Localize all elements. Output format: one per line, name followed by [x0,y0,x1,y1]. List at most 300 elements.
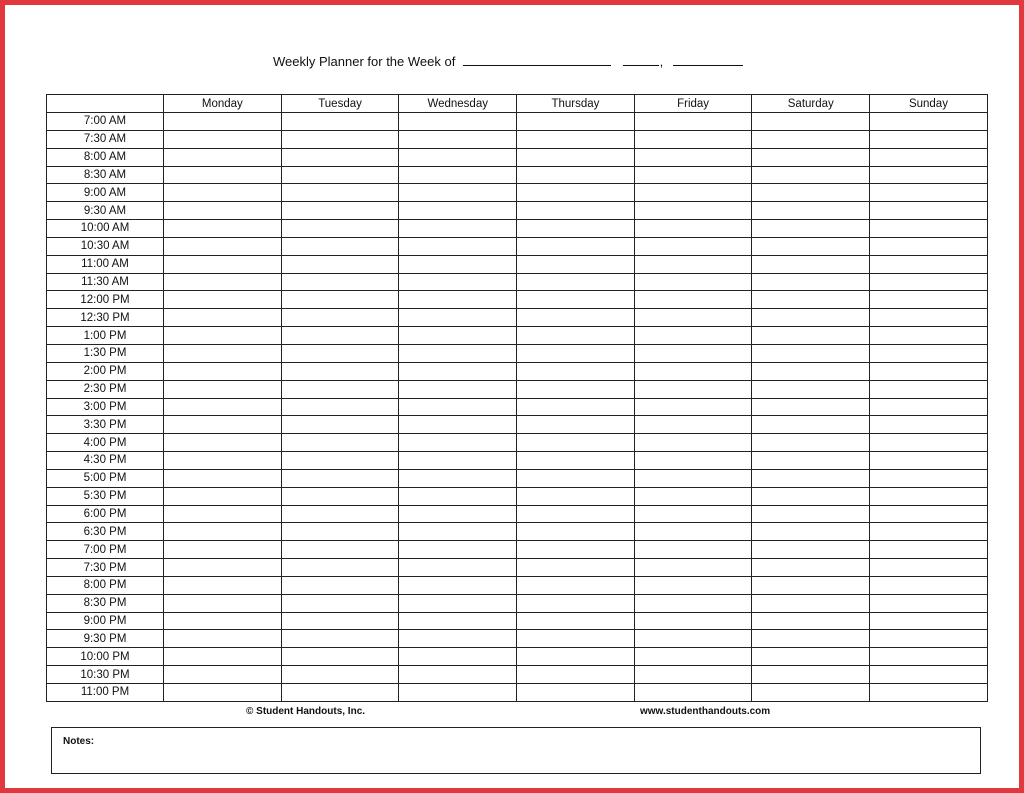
schedule-cell-sunday[interactable] [870,362,988,380]
schedule-cell-sunday[interactable] [870,559,988,577]
schedule-cell-monday[interactable] [164,202,282,220]
time-slot-row [47,487,988,505]
schedule-cell-saturday[interactable] [752,130,870,148]
week-year-blank[interactable] [673,54,743,66]
schedule-cell-saturday[interactable] [752,559,870,577]
schedule-cell-tuesday[interactable] [281,220,399,238]
schedule-cell-sunday[interactable] [870,344,988,362]
schedule-cell-sunday[interactable] [870,594,988,612]
schedule-cell-wednesday[interactable] [399,452,517,470]
schedule-cell-sunday[interactable] [870,487,988,505]
time-slot-row [47,202,988,220]
schedule-cell-sunday[interactable] [870,255,988,273]
schedule-cell-monday[interactable] [164,666,282,684]
schedule-cell-thursday[interactable] [517,148,635,166]
schedule-cell-friday[interactable] [634,255,752,273]
schedule-cell-monday[interactable] [164,684,282,702]
schedule-cell-tuesday[interactable] [281,344,399,362]
schedule-cell-thursday[interactable] [517,113,635,131]
schedule-cell-monday[interactable] [164,220,282,238]
time-slot-row [47,612,988,630]
schedule-cell-wednesday[interactable] [399,184,517,202]
time-slot-label: 7:00 AM [47,113,164,131]
schedule-cell-friday[interactable] [634,130,752,148]
schedule-cell-thursday[interactable] [517,612,635,630]
schedule-cell-tuesday[interactable] [281,380,399,398]
schedule-cell-saturday[interactable] [752,541,870,559]
schedule-cell-saturday[interactable] [752,576,870,594]
schedule-cell-monday[interactable] [164,380,282,398]
schedule-cell-wednesday[interactable] [399,416,517,434]
schedule-cell-monday[interactable] [164,594,282,612]
schedule-cell-tuesday[interactable] [281,523,399,541]
schedule-cell-tuesday[interactable] [281,594,399,612]
schedule-cell-saturday[interactable] [752,344,870,362]
schedule-cell-friday[interactable] [634,291,752,309]
schedule-cell-wednesday[interactable] [399,576,517,594]
schedule-cell-thursday[interactable] [517,344,635,362]
schedule-cell-tuesday[interactable] [281,434,399,452]
schedule-cell-wednesday[interactable] [399,612,517,630]
schedule-cell-thursday[interactable] [517,291,635,309]
schedule-cell-monday[interactable] [164,434,282,452]
schedule-cell-monday[interactable] [164,630,282,648]
schedule-cell-wednesday[interactable] [399,594,517,612]
schedule-cell-sunday[interactable] [870,666,988,684]
time-slot-label: 4:00 PM [47,434,164,452]
schedule-cell-wednesday[interactable] [399,273,517,291]
time-slot-label: 10:30 PM [47,666,164,684]
schedule-cell-monday[interactable] [164,541,282,559]
time-slot-label: 12:00 PM [47,291,164,309]
schedule-cell-wednesday[interactable] [399,130,517,148]
schedule-cell-saturday[interactable] [752,452,870,470]
schedule-cell-thursday[interactable] [517,273,635,291]
time-slot-row [47,273,988,291]
time-slot-label: 9:30 PM [47,630,164,648]
time-slot-row [47,523,988,541]
schedule-cell-monday[interactable] [164,398,282,416]
schedule-cell-thursday[interactable] [517,362,635,380]
schedule-cell-thursday[interactable] [517,576,635,594]
time-slot-row [47,327,988,345]
schedule-cell-sunday[interactable] [870,452,988,470]
time-slot-label: 3:30 PM [47,416,164,434]
schedule-cell-monday[interactable] [164,130,282,148]
time-slot-row [47,113,988,131]
schedule-cell-wednesday[interactable] [399,344,517,362]
schedule-cell-saturday[interactable] [752,487,870,505]
time-slot-row [47,130,988,148]
schedule-cell-thursday[interactable] [517,434,635,452]
schedule-cell-saturday[interactable] [752,594,870,612]
schedule-cell-monday[interactable] [164,487,282,505]
time-slot-row [47,469,988,487]
schedule-cell-saturday[interactable] [752,469,870,487]
time-slot-row [47,344,988,362]
schedule-cell-saturday[interactable] [752,505,870,523]
schedule-cell-saturday[interactable] [752,291,870,309]
schedule-cell-friday[interactable] [634,237,752,255]
day-header-monday: Monday [164,95,282,113]
schedule-cell-monday[interactable] [164,344,282,362]
schedule-cell-saturday[interactable] [752,666,870,684]
schedule-cell-thursday[interactable] [517,255,635,273]
schedule-cell-tuesday[interactable] [281,576,399,594]
schedule-cell-sunday[interactable] [870,469,988,487]
schedule-cell-sunday[interactable] [870,130,988,148]
time-slot-row [47,255,988,273]
time-slot-label: 8:00 AM [47,148,164,166]
schedule-cell-monday[interactable] [164,166,282,184]
schedule-body [47,113,988,702]
schedule-cell-tuesday[interactable] [281,130,399,148]
schedule-cell-sunday[interactable] [870,291,988,309]
time-slot-label: 5:30 PM [47,487,164,505]
schedule-cell-thursday[interactable] [517,684,635,702]
schedule-cell-sunday[interactable] [870,648,988,666]
schedule-cell-friday[interactable] [634,416,752,434]
schedule-cell-saturday[interactable] [752,273,870,291]
schedule-cell-wednesday[interactable] [399,648,517,666]
time-slot-row [47,630,988,648]
schedule-cell-sunday[interactable] [870,416,988,434]
schedule-cell-thursday[interactable] [517,594,635,612]
schedule-cell-tuesday[interactable] [281,202,399,220]
schedule-cell-friday[interactable] [634,469,752,487]
schedule-cell-wednesday[interactable] [399,309,517,327]
schedule-cell-tuesday[interactable] [281,505,399,523]
schedule-cell-friday[interactable] [634,344,752,362]
schedule-cell-friday[interactable] [634,594,752,612]
schedule-cell-tuesday[interactable] [281,630,399,648]
schedule-cell-saturday[interactable] [752,362,870,380]
notes-label: Notes: [63,736,95,747]
schedule-cell-tuesday[interactable] [281,362,399,380]
schedule-cell-thursday[interactable] [517,487,635,505]
schedule-cell-wednesday[interactable] [399,523,517,541]
time-slot-label: 6:30 PM [47,523,164,541]
schedule-cell-friday[interactable] [634,166,752,184]
planner-title-text: Weekly Planner for the Week of [273,54,456,69]
time-slot-label: 2:00 PM [47,362,164,380]
schedule-cell-wednesday[interactable] [399,398,517,416]
schedule-cell-sunday[interactable] [870,273,988,291]
schedule-cell-monday[interactable] [164,255,282,273]
schedule-cell-friday[interactable] [634,523,752,541]
schedule-cell-wednesday[interactable] [399,220,517,238]
time-slot-label: 6:00 PM [47,505,164,523]
schedule-cell-tuesday[interactable] [281,684,399,702]
schedule-cell-monday[interactable] [164,327,282,345]
schedule-cell-thursday[interactable] [517,184,635,202]
schedule-cell-saturday[interactable] [752,309,870,327]
schedule-cell-wednesday[interactable] [399,666,517,684]
schedule-cell-saturday[interactable] [752,220,870,238]
schedule-cell-saturday[interactable] [752,648,870,666]
schedule-cell-monday[interactable] [164,469,282,487]
schedule-cell-friday[interactable] [634,666,752,684]
schedule-cell-monday[interactable] [164,576,282,594]
time-slot-row [47,434,988,452]
schedule-cell-friday[interactable] [634,184,752,202]
schedule-cell-thursday[interactable] [517,327,635,345]
schedule-cell-friday[interactable] [634,327,752,345]
schedule-cell-tuesday[interactable] [281,398,399,416]
schedule-cell-tuesday[interactable] [281,291,399,309]
schedule-cell-sunday[interactable] [870,113,988,131]
schedule-cell-wednesday[interactable] [399,166,517,184]
schedule-cell-monday[interactable] [164,648,282,666]
copyright-notice: © Student Handouts, Inc. [246,706,366,717]
schedule-cell-thursday[interactable] [517,380,635,398]
schedule-cell-wednesday[interactable] [399,630,517,648]
schedule-cell-friday[interactable] [634,220,752,238]
time-slot-row [47,184,988,202]
schedule-cell-thursday[interactable] [517,220,635,238]
schedule-cell-tuesday[interactable] [281,416,399,434]
time-slot-label: 10:00 AM [47,220,164,238]
schedule-cell-sunday[interactable] [870,612,988,630]
week-date-blank[interactable] [463,54,611,66]
time-slot-row [47,666,988,684]
time-slot-row [47,237,988,255]
schedule-cell-friday[interactable] [634,541,752,559]
schedule-cell-friday[interactable] [634,380,752,398]
schedule-cell-friday[interactable] [634,612,752,630]
schedule-cell-saturday[interactable] [752,148,870,166]
schedule-cell-tuesday[interactable] [281,469,399,487]
time-slot-label: 10:30 AM [47,237,164,255]
schedule-cell-sunday[interactable] [870,398,988,416]
schedule-cell-monday[interactable] [164,291,282,309]
schedule-cell-tuesday[interactable] [281,309,399,327]
schedule-cell-wednesday[interactable] [399,559,517,577]
schedule-cell-thursday[interactable] [517,202,635,220]
schedule-cell-wednesday[interactable] [399,469,517,487]
schedule-cell-friday[interactable] [634,362,752,380]
schedule-cell-sunday[interactable] [870,630,988,648]
schedule-cell-tuesday[interactable] [281,648,399,666]
schedule-cell-wednesday[interactable] [399,362,517,380]
time-slot-label: 9:30 AM [47,202,164,220]
time-slot-row [47,291,988,309]
time-slot-label: 1:00 PM [47,327,164,345]
schedule-cell-friday[interactable] [634,684,752,702]
title-comma: , [659,54,664,69]
schedule-cell-wednesday[interactable] [399,505,517,523]
schedule-cell-monday[interactable] [164,416,282,434]
schedule-cell-tuesday[interactable] [281,237,399,255]
schedule-cell-tuesday[interactable] [281,541,399,559]
schedule-cell-monday[interactable] [164,309,282,327]
schedule-cell-thursday[interactable] [517,505,635,523]
schedule-cell-monday[interactable] [164,523,282,541]
schedule-cell-thursday[interactable] [517,130,635,148]
schedule-cell-friday[interactable] [634,630,752,648]
time-slot-label: 9:00 PM [47,612,164,630]
schedule-cell-friday[interactable] [634,113,752,131]
schedule-cell-thursday[interactable] [517,469,635,487]
schedule-cell-saturday[interactable] [752,380,870,398]
schedule-cell-wednesday[interactable] [399,434,517,452]
schedule-cell-saturday[interactable] [752,416,870,434]
time-slot-label: 7:30 PM [47,559,164,577]
schedule-cell-friday[interactable] [634,398,752,416]
schedule-cell-wednesday[interactable] [399,255,517,273]
schedule-cell-wednesday[interactable] [399,291,517,309]
schedule-cell-saturday[interactable] [752,612,870,630]
schedule-cell-monday[interactable] [164,362,282,380]
schedule-cell-saturday[interactable] [752,184,870,202]
schedule-cell-wednesday[interactable] [399,202,517,220]
schedule-cell-sunday[interactable] [870,202,988,220]
schedule-cell-saturday[interactable] [752,523,870,541]
schedule-cell-monday[interactable] [164,113,282,131]
schedule-cell-saturday[interactable] [752,327,870,345]
schedule-cell-wednesday[interactable] [399,487,517,505]
schedule-cell-saturday[interactable] [752,237,870,255]
schedule-cell-thursday[interactable] [517,452,635,470]
time-slot-row [47,541,988,559]
schedule-cell-friday[interactable] [634,559,752,577]
time-slot-row [47,505,988,523]
day-header-thursday: Thursday [517,95,635,113]
day-header-wednesday: Wednesday [399,95,517,113]
schedule-cell-tuesday[interactable] [281,327,399,345]
schedule-cell-monday[interactable] [164,273,282,291]
schedule-cell-thursday[interactable] [517,309,635,327]
schedule-cell-monday[interactable] [164,612,282,630]
day-header-saturday: Saturday [752,95,870,113]
schedule-cell-wednesday[interactable] [399,541,517,559]
schedule-cell-sunday[interactable] [870,541,988,559]
time-slot-row [47,166,988,184]
schedule-cell-wednesday[interactable] [399,237,517,255]
schedule-cell-tuesday[interactable] [281,184,399,202]
schedule-cell-tuesday[interactable] [281,113,399,131]
schedule-cell-thursday[interactable] [517,541,635,559]
schedule-cell-monday[interactable] [164,237,282,255]
time-slot-label: 11:00 PM [47,684,164,702]
schedule-cell-sunday[interactable] [870,505,988,523]
schedule-cell-friday[interactable] [634,434,752,452]
schedule-cell-thursday[interactable] [517,398,635,416]
schedule-cell-friday[interactable] [634,487,752,505]
schedule-cell-thursday[interactable] [517,630,635,648]
schedule-cell-tuesday[interactable] [281,166,399,184]
header-row [47,95,988,113]
schedule-cell-friday[interactable] [634,576,752,594]
schedule-cell-wednesday[interactable] [399,148,517,166]
schedule-cell-wednesday[interactable] [399,113,517,131]
schedule-cell-wednesday[interactable] [399,327,517,345]
schedule-cell-tuesday[interactable] [281,666,399,684]
schedule-cell-sunday[interactable] [870,523,988,541]
schedule-cell-tuesday[interactable] [281,559,399,577]
schedule-cell-saturday[interactable] [752,630,870,648]
time-slot-label: 8:30 PM [47,594,164,612]
schedule-cell-tuesday[interactable] [281,255,399,273]
schedule-cell-thursday[interactable] [517,416,635,434]
schedule-cell-thursday[interactable] [517,559,635,577]
time-slot-row [47,684,988,702]
schedule-cell-saturday[interactable] [752,202,870,220]
schedule-cell-sunday[interactable] [870,184,988,202]
schedule-cell-friday[interactable] [634,505,752,523]
schedule-cell-monday[interactable] [164,505,282,523]
schedule-cell-sunday[interactable] [870,148,988,166]
schedule-cell-thursday[interactable] [517,237,635,255]
schedule-cell-saturday[interactable] [752,255,870,273]
schedule-cell-saturday[interactable] [752,113,870,131]
schedule-cell-sunday[interactable] [870,684,988,702]
time-slot-label: 3:00 PM [47,398,164,416]
schedule-cell-tuesday[interactable] [281,612,399,630]
schedule-cell-sunday[interactable] [870,220,988,238]
schedule-cell-monday[interactable] [164,452,282,470]
schedule-cell-monday[interactable] [164,559,282,577]
schedule-cell-tuesday[interactable] [281,273,399,291]
schedule-cell-thursday[interactable] [517,648,635,666]
schedule-cell-friday[interactable] [634,148,752,166]
time-slot-row [47,380,988,398]
planner-title [273,54,743,69]
week-day-blank[interactable] [623,54,659,66]
schedule-cell-saturday[interactable] [752,166,870,184]
schedule-cell-friday[interactable] [634,273,752,291]
schedule-cell-saturday[interactable] [752,398,870,416]
schedule-cell-tuesday[interactable] [281,452,399,470]
schedule-cell-thursday[interactable] [517,166,635,184]
website-link[interactable]: www.studenthandouts.com [640,706,771,717]
schedule-cell-sunday[interactable] [870,166,988,184]
schedule-cell-saturday[interactable] [752,434,870,452]
time-slot-label: 11:30 AM [47,273,164,291]
schedule-cell-wednesday[interactable] [399,380,517,398]
schedule-cell-monday[interactable] [164,148,282,166]
time-slot-row [47,594,988,612]
schedule-cell-sunday[interactable] [870,327,988,345]
time-slot-row [47,309,988,327]
schedule-cell-thursday[interactable] [517,523,635,541]
schedule-cell-sunday[interactable] [870,434,988,452]
schedule-cell-sunday[interactable] [870,309,988,327]
schedule-cell-wednesday[interactable] [399,684,517,702]
time-slot-row [47,362,988,380]
day-header-tuesday: Tuesday [281,95,399,113]
time-slot-row [47,416,988,434]
notes-box[interactable] [51,727,981,774]
time-column-header [47,95,164,113]
schedule-cell-sunday[interactable] [870,380,988,398]
schedule-cell-sunday[interactable] [870,237,988,255]
schedule-cell-sunday[interactable] [870,576,988,594]
time-slot-label: 8:00 PM [47,576,164,594]
time-slot-label: 7:30 AM [47,130,164,148]
schedule-cell-tuesday[interactable] [281,487,399,505]
schedule-cell-friday[interactable] [634,202,752,220]
time-slot-row [47,148,988,166]
time-slot-label: 11:00 AM [47,255,164,273]
schedule-cell-monday[interactable] [164,184,282,202]
schedule-cell-thursday[interactable] [517,666,635,684]
schedule-cell-friday[interactable] [634,309,752,327]
schedule-cell-friday[interactable] [634,452,752,470]
schedule-cell-tuesday[interactable] [281,148,399,166]
schedule-cell-friday[interactable] [634,648,752,666]
schedule-cell-saturday[interactable] [752,684,870,702]
